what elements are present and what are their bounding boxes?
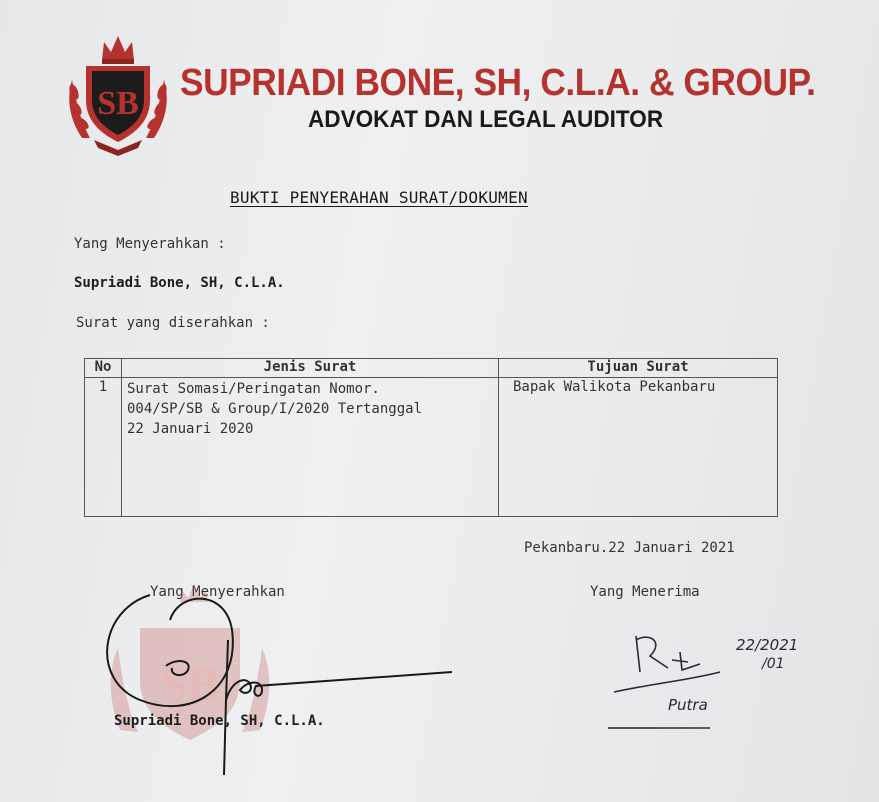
- cell-no: 1: [85, 378, 122, 517]
- svg-text:/01: /01: [762, 656, 785, 672]
- jenis-line: 22 Januari 2020: [127, 421, 254, 437]
- jenis-line: 004/SP/SB & Group/I/2020 Tertanggal: [127, 401, 423, 417]
- items-label: Surat yang diserahkan :: [76, 315, 270, 331]
- table-header-row: [85, 359, 778, 378]
- left-signatory-name: Supriadi Bone, SH, C.L.A.: [114, 713, 325, 729]
- firm-logo-emblem: [64, 30, 172, 156]
- svg-text:SB: SB: [160, 658, 220, 711]
- firm-subtitle: ADVOKAT DAN LEGAL AUDITOR: [308, 106, 664, 133]
- svg-text:Putra: Putra: [668, 696, 708, 714]
- document-title: BUKTI PENYERAHAN SURAT/DOKUMEN: [230, 188, 528, 207]
- column-header-no: No: [85, 359, 122, 378]
- documents-table: [84, 358, 778, 517]
- place-date: Pekanbaru.22 Januari 2021: [524, 540, 735, 556]
- column-header-tujuan-surat: Tujuan Surat: [499, 359, 778, 378]
- sender-name: Supriadi Bone, SH, C.L.A.: [74, 275, 285, 291]
- logo-monogram: SB: [97, 85, 139, 122]
- cell-jenis-surat: [122, 378, 499, 517]
- jenis-line: Surat Somasi/Peringatan Nomor.: [127, 381, 380, 397]
- left-signer-role: Yang Menyerahkan: [150, 584, 285, 600]
- right-signer-role: Yang Menerima: [590, 584, 700, 600]
- column-header-jenis-surat: Jenis Surat: [122, 359, 499, 378]
- table-row: [85, 378, 778, 517]
- svg-text:22/2021: 22/2021: [736, 636, 799, 654]
- firm-name: SUPRIADI BONE, SH, C.L.A. & GROUP.: [180, 62, 816, 104]
- cell-tujuan-surat: Bapak Walikota Pekanbaru: [499, 378, 778, 517]
- sender-label: Yang Menyerahkan :: [74, 236, 226, 252]
